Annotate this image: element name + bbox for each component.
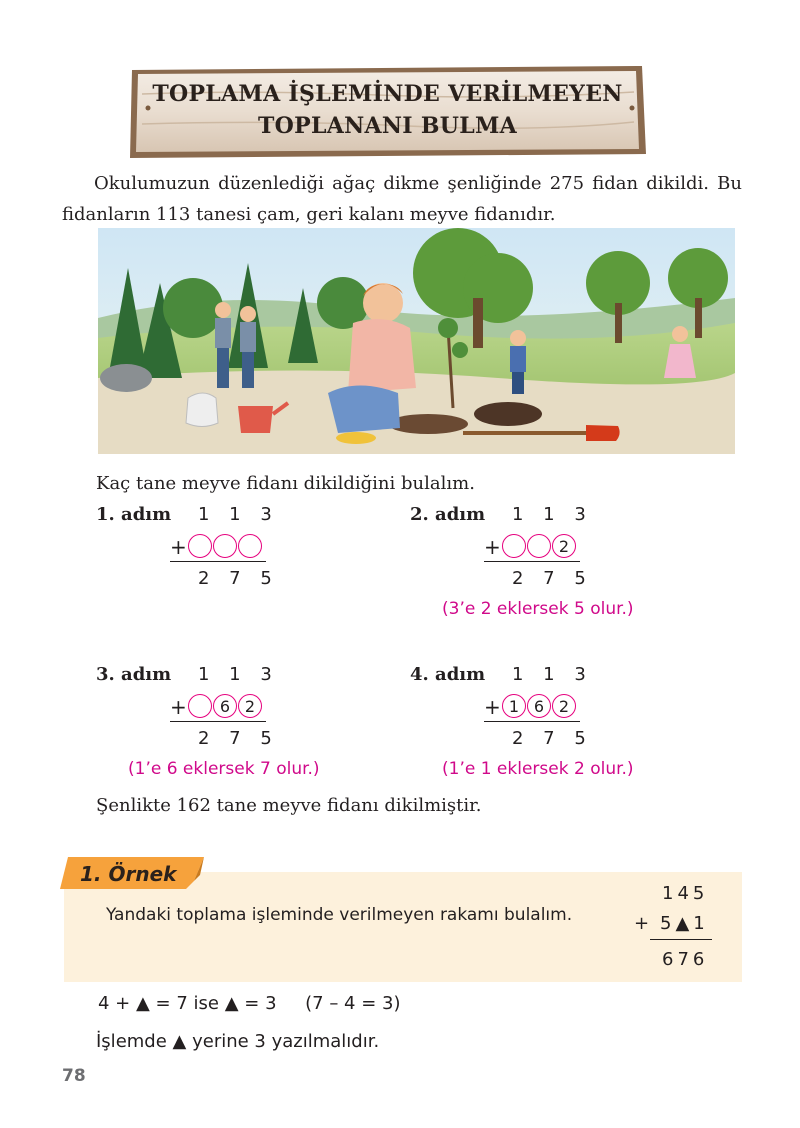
sum-line — [170, 561, 266, 562]
digit-circle — [502, 534, 526, 558]
sum-line — [170, 721, 266, 722]
intro-paragraph — [62, 168, 742, 230]
solution-text: = 7 ise — [149, 993, 225, 1014]
step-note: (1’e 6 eklersek 7 olur.) — [128, 759, 320, 779]
digit-circle: 1 — [502, 694, 526, 718]
digit-circle: 2 — [552, 694, 576, 718]
step-label: 2. adım — [410, 504, 486, 525]
plus-sign: + — [484, 695, 501, 719]
title-line-1: TOPLAMA İŞLEMİNDE VERİLMEYEN — [152, 81, 623, 107]
intro-text: Okulumuzun düzenlediği ağaç dikme şenliğinde 275 fidan dikildi. Bu fidanların 113 tanesi çam, geri kalanı meyve fidanıdır. — [62, 173, 742, 225]
example-second-addend — [660, 912, 709, 936]
plus-sign: + — [170, 535, 187, 559]
question-text: Kaç tane meyve fidanı dikildiğini bulalım. — [96, 473, 475, 494]
digit-circle: 6 — [213, 694, 237, 718]
digit-circle: 2 — [552, 534, 576, 558]
page-title — [140, 78, 635, 142]
step-note: (1’e 1 eklersek 2 olur.) — [442, 759, 634, 779]
solution-text: 4 + — [98, 993, 136, 1014]
solution-line-2 — [96, 1028, 379, 1056]
tree-planting-illustration — [98, 228, 735, 454]
step-label: 1. adım — [96, 504, 172, 525]
step-note: (3’e 2 eklersek 5 olur.) — [442, 599, 634, 619]
sum-value: 2 7 5 — [512, 728, 593, 749]
step-1 — [96, 503, 416, 633]
example-top-addend: 145 — [662, 883, 709, 904]
digit-circle — [188, 534, 212, 558]
example-second-digit-1: 5 — [660, 913, 676, 934]
step-label: 4. adım — [410, 664, 486, 685]
digit-circle — [213, 534, 237, 558]
solution-text: yerine 3 yazılmalıdır. — [186, 1031, 380, 1052]
step-3 — [96, 663, 416, 793]
sum-line — [484, 721, 580, 722]
step-4 — [410, 663, 730, 793]
example-sum-line — [650, 939, 712, 940]
top-addend: 1 1 3 — [512, 504, 593, 525]
triangle-icon: ▲ — [675, 913, 694, 934]
example-text: Yandaki toplama işleminde verilmeyen rakamı bulalım. — [106, 905, 573, 925]
triangle-icon: ▲ — [172, 1031, 187, 1052]
example-plus-sign: + — [634, 913, 654, 934]
digit-circle — [188, 694, 212, 718]
top-addend: 1 1 3 — [512, 664, 593, 685]
sum-value: 2 7 5 — [198, 728, 279, 749]
top-addend: 1 1 3 — [198, 504, 279, 525]
triangle-icon: ▲ — [224, 993, 239, 1014]
triangle-icon: ▲ — [135, 993, 150, 1014]
example-second-digit-3: 1 — [693, 913, 709, 934]
step-label: 3. adım — [96, 664, 172, 685]
solution-line-1 — [98, 990, 401, 1018]
plus-sign: + — [484, 535, 501, 559]
plus-sign: + — [170, 695, 187, 719]
title-line-2: TOPLANANI BULMA — [257, 113, 518, 139]
digit-circle: 2 — [238, 694, 262, 718]
digit-circle — [238, 534, 262, 558]
missing-addend — [188, 694, 262, 720]
conclusion-text: Şenlikte 162 tane meyve fidanı dikilmiştir. — [96, 795, 482, 816]
step-2 — [410, 503, 730, 633]
solution-text: İşlemde — [96, 1031, 173, 1052]
sum-line — [484, 561, 580, 562]
missing-addend — [502, 694, 576, 720]
sum-value: 2 7 5 — [512, 568, 593, 589]
solution-text: = 3 (7 – 4 = 3) — [238, 993, 401, 1014]
digit-circle: 6 — [527, 694, 551, 718]
sum-value: 2 7 5 — [198, 568, 279, 589]
top-addend: 1 1 3 — [198, 664, 279, 685]
missing-addend — [502, 534, 576, 560]
digit-circle — [527, 534, 551, 558]
page-number: 78 — [62, 1066, 86, 1086]
example-label: 1. Örnek — [80, 862, 177, 886]
missing-addend — [188, 534, 262, 560]
example-sum: 676 — [662, 949, 709, 970]
